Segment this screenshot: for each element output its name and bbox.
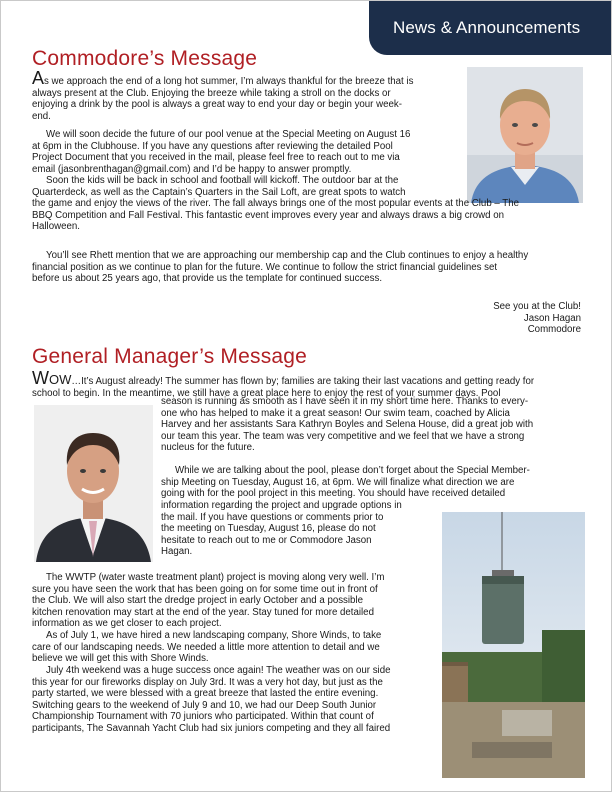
text-line: participants, The Savannah Yacht Club had six juniors competing and they all faired bbox=[32, 722, 391, 734]
gm-paragraph-1-wrap bbox=[161, 396, 601, 454]
text-line: care of our landscaping needs. We needed a little more attention to detail and we bbox=[32, 641, 380, 653]
gm-paragraph-2-narrow bbox=[161, 500, 437, 558]
text-line: Halloween. bbox=[32, 221, 80, 233]
gm-heading: General Manager’s Message bbox=[32, 345, 308, 368]
text-line: We will soon decide the future of our pool venue at the Special Meeting on August 16 bbox=[46, 129, 411, 140]
text-line: hesitate to reach out to me or Commodore Jason bbox=[161, 534, 372, 546]
commodore-paragraph-2 bbox=[32, 129, 462, 175]
gm-paragraph-3 bbox=[32, 572, 442, 630]
text-line: You’ll see Rhett mention that we are approaching our membership cap and the Club continues to enjoy a healthy bbox=[46, 250, 529, 261]
section-header-tab bbox=[369, 1, 611, 55]
commodore-heading: Commodore’s Message bbox=[32, 47, 258, 70]
text-line: our team this year. The team was very competitive and we feel that we have a strong bbox=[161, 430, 525, 442]
gm-paragraph-5 bbox=[32, 665, 442, 734]
text-line: going with for the pool project in this meeting. You should have received detailed bbox=[161, 488, 506, 500]
text-line: the game and enjoy the views of the river. The fall always brings one of the most popular events at the Club – The bbox=[32, 198, 519, 210]
text-line: information as we get closer to each project. bbox=[32, 618, 222, 630]
text-line: The WWTP (water waste treatment plant) project is moving along very well. I’m bbox=[46, 572, 385, 583]
gm-smallcaps: OW bbox=[49, 372, 72, 387]
text-line: at 6pm in the Clubhouse. If you have any questions after reviewing the detailed Pool bbox=[32, 140, 393, 152]
text-line: kitchen renovation may start at the end of the year. Stay tuned for more detailed bbox=[32, 606, 374, 618]
text-line: Soon the kids will be back in school and football will kickoff. The outdoor bar at the bbox=[46, 175, 399, 186]
text-line: before us about 25 years ago, that provide us the template for continued success. bbox=[32, 273, 383, 285]
section-header-label: News & Announcements bbox=[393, 18, 581, 37]
gm-drop-cap: W bbox=[32, 368, 49, 388]
text-line: end. bbox=[32, 110, 51, 122]
text-line: school to begin. In the meantime, we still have a great place here to enjoy the rest of your summer days. Pool bbox=[32, 387, 501, 399]
text-line: financial position as we continue to plan for the future. We continue to follow the strict financial guidelines set bbox=[32, 261, 498, 273]
commodore-paragraph-4 bbox=[32, 250, 592, 285]
text-line: nucleus for the future. bbox=[161, 442, 255, 454]
commodore-signoff bbox=[493, 301, 581, 336]
text-line: As of July 1, we have hired a new landscaping company, Shore Winds, to take bbox=[46, 630, 382, 641]
text-line: season is running as smooth as I have seen it in my short time here. Thanks to every- bbox=[161, 396, 529, 407]
text-line: the mail. If you have questions or comments prior to bbox=[161, 511, 384, 523]
text-line: ship Meeting on Tuesday, August 16, at 6pm. We will finalize what direction we are bbox=[161, 476, 515, 488]
text-line: Quarterdeck, as well as the Captain’s Quarters in the Sail Loft, are great spots to watch bbox=[32, 186, 406, 198]
text-line: information regarding the project and upgrade options in bbox=[161, 500, 402, 511]
text-line: Harvey and her assistants Sara Kathryn Boyles and Selena House, did a great job with bbox=[161, 419, 534, 431]
text-line: party started, we were blessed with a great breeze that lasted the entire evening. bbox=[32, 688, 379, 700]
text-line: Championship Tournament with 70 juniors who participated. Within that count of bbox=[32, 711, 374, 723]
text-line: the meeting on Tuesday, August 16, please do not bbox=[161, 523, 376, 535]
gm-paragraph-4 bbox=[32, 630, 442, 665]
text-line: always present at the Club. Enjoying the breeze while taking a stroll on the docks or bbox=[32, 87, 391, 99]
signoff-name: Jason Hagan bbox=[523, 312, 581, 324]
text-line: one who has helped to make it a great season! Our swim team, coached by Alicia bbox=[161, 407, 510, 419]
text-line: this year for our fireworks display on July 3rd. It was a very hot day, but just as the bbox=[32, 676, 383, 688]
text-line: believe we will get this with Shore Winds. bbox=[32, 653, 209, 665]
text-line: Switching gears to the weekend of July 9 and 10, we had our Deep South Junior bbox=[32, 699, 377, 711]
signoff-role: Commodore bbox=[527, 324, 581, 336]
text-line: Hagan. bbox=[161, 546, 193, 558]
text-line: …It’s August already! The summer has flown by; families are taking their last vacations and getting ready for bbox=[71, 376, 535, 387]
commodore-paragraph-1 bbox=[32, 68, 462, 122]
water-tank-photo bbox=[442, 512, 585, 778]
commodore-paragraph-3 bbox=[32, 175, 592, 233]
gm-photo bbox=[34, 405, 153, 562]
text-line: BBQ Competition and Fall Festival. This fantastic event improves every year and always draws a big crowd on bbox=[32, 209, 505, 221]
text-line: Project Document that you received in the mail, please feel free to reach out to me via bbox=[32, 152, 400, 164]
text-line: sure you have seen the work that has been going on for some time out in front of bbox=[32, 583, 378, 595]
signoff-line: See you at the Club! bbox=[493, 301, 581, 312]
text-line: email (jasonbrenthagan@gmail.com) and I’d be happy to answer promptly. bbox=[32, 163, 352, 175]
text-line: July 4th weekend was a huge success once again! The weather was on our side bbox=[46, 665, 391, 676]
text-line: s we approach the end of a long hot summer, I’m always thankful for the breeze that is bbox=[44, 76, 414, 87]
text-line: the Club. We will also start the dredge project in early October and a possible bbox=[32, 595, 363, 607]
gm-paragraph-2 bbox=[161, 465, 601, 500]
text-line: While we are talking about the pool, please don’t forget about the Special Member- bbox=[175, 465, 530, 476]
text-line: enjoying a drink by the pool is always a great way to end your day or begin your week- bbox=[32, 99, 402, 111]
commodore-drop-cap: A bbox=[32, 68, 45, 88]
